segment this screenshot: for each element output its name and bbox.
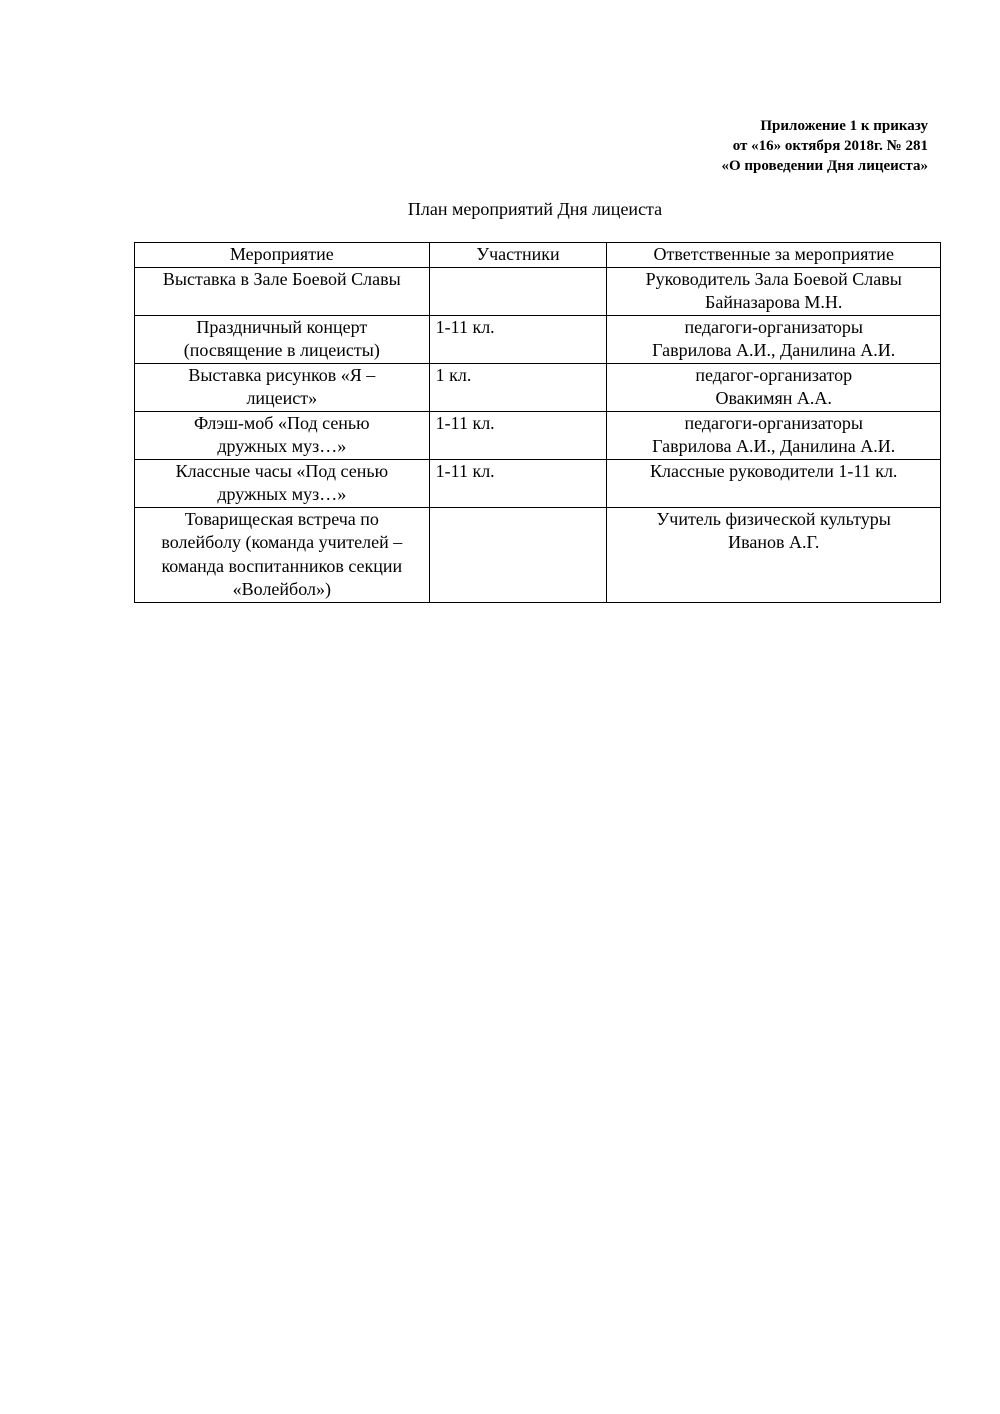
responsible-role: Учитель физической культуры [656,508,891,529]
event-text: Товарищеская встреча по [184,508,379,529]
column-header-participants: Участники [429,243,607,268]
responsible-cell [607,411,941,459]
event-text: Выставка в Зале Боевой Славы [162,268,401,289]
responsible-names: Гаврилова А.И., Данилина А.И. [652,340,896,360]
responsible-role: педагоги-организаторы [684,316,863,337]
order-subject-line: «О проведении Дня лицеиста» [721,158,928,174]
document-title: План мероприятий Дня лицеиста [407,199,663,219]
event-cell [135,411,430,459]
event-text: Классные часы «Под сенью [175,460,389,481]
appendix-line: Приложение 1 к приказу [760,118,928,134]
event-text: (посвящение в лицеисты) [183,340,380,360]
event-text: команда воспитанников секции [161,555,403,576]
responsible-cell [607,315,941,363]
event-text: Праздничный концерт [196,316,368,337]
column-header-responsible: Ответственные за мероприятие [607,243,941,268]
table-row [135,267,941,315]
appendix-header [721,116,928,176]
table-row [135,363,941,411]
responsible-role: Руководитель Зала Боевой Славы [645,268,902,289]
responsible-cell [607,267,941,315]
event-text: лицеист» [246,388,318,408]
column-header-event: Мероприятие [135,243,430,268]
responsible-cell [607,459,941,507]
event-text: волейболу (команда учителей – [161,532,403,552]
event-cell [135,363,430,411]
responsible-names: Овакимян А.А. [715,388,832,408]
responsible-cell [607,507,941,602]
participants-cell: 1-11 кл. [429,411,607,459]
participants-cell: 1-11 кл. [429,459,607,507]
table-row [135,507,941,602]
event-cell [135,459,430,507]
participants-cell [429,507,607,602]
participants-cell: 1 кл. [429,363,607,411]
responsible-names: Байназарова М.Н. [705,292,843,312]
responsible-role: Классные руководители 1-11 кл. [649,460,898,481]
event-text: дружных муз…» [217,436,347,456]
participants-cell: 1-11 кл. [429,315,607,363]
event-text: дружных муз…» [217,484,347,504]
responsible-role: педагог-организатор [695,364,853,385]
event-cell [135,267,430,315]
event-cell [135,315,430,363]
events-table [134,242,941,603]
participants-cell [429,267,607,315]
responsible-names: Иванов А.Г. [728,532,820,552]
event-cell [135,507,430,602]
table-row [135,459,941,507]
event-text: «Волейбол») [232,579,331,599]
table-row [135,411,941,459]
responsible-names: Гаврилова А.И., Данилина А.И. [652,436,896,456]
responsible-cell [607,363,941,411]
responsible-role: педагоги-организаторы [684,412,863,433]
event-text: Флэш-моб «Под сенью [194,412,370,433]
table-header-row [135,243,941,268]
order-date-line: от «16» октября 2018г. № 281 [732,138,928,154]
event-text: Выставка рисунков «Я – [188,364,376,385]
table-row [135,315,941,363]
